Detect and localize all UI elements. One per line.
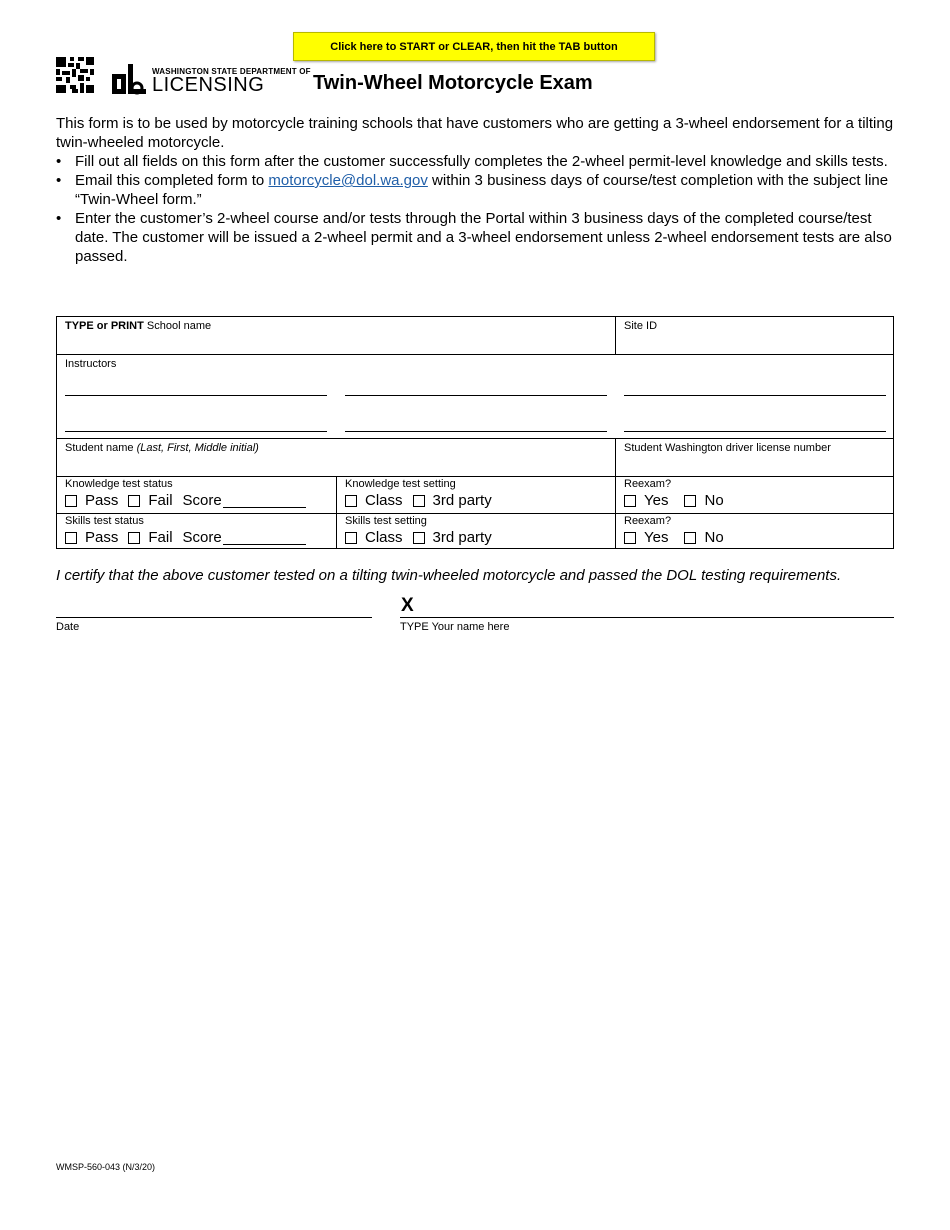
- school-name-label: TYPE or PRINT School name: [65, 320, 212, 332]
- knowledge-reexam-options: [624, 492, 724, 509]
- signature-x-mark: X: [401, 595, 414, 616]
- skills-reexam-options: [624, 529, 724, 546]
- student-name-label: Student name (Last, First, Middle initial): [65, 442, 259, 454]
- form-number: WMSP-560-043 (N/3/20): [56, 1162, 156, 1172]
- school-name-field[interactable]: [58, 333, 613, 353]
- yes-label: Yes: [644, 529, 669, 546]
- start-clear-button[interactable]: Click here to START or CLEAR, then hit the TAB button: [293, 32, 655, 61]
- fail-label: Fail: [148, 529, 173, 546]
- instructors-label: Instructors: [65, 358, 117, 370]
- score-label: Score: [182, 529, 222, 546]
- bullet-text: Email this completed form to: [75, 172, 269, 189]
- instructions-list: [56, 152, 896, 266]
- agency-name: WASHINGTON STATE DEPARTMENT OF: [152, 67, 311, 76]
- exam-form-table: [56, 316, 894, 549]
- skills-fail-checkbox[interactable]: [128, 532, 140, 544]
- student-name-field[interactable]: [58, 455, 613, 475]
- certification-statement: I certify that the above customer tested on a tilting twin-wheeled motorcycle and passed the DOL testing requirements.: [56, 567, 842, 584]
- bullet-text: Fill out all fields on this form after the customer successfully completes the 2-wheel permit-level knowledge and skills tests.: [75, 153, 888, 170]
- skills-status-options: [65, 529, 306, 546]
- list-item: • Email this completed form to motorcycle@dol.wa.gov within 3 business days of course/test completion with the subject line “Twin-Wheel form.”: [56, 172, 889, 208]
- name-label: TYPE Your name here: [400, 621, 510, 633]
- instructor-field-3[interactable]: [624, 395, 886, 396]
- skills-third-party-checkbox[interactable]: [413, 532, 425, 544]
- knowledge-setting-label: Knowledge test setting: [345, 478, 456, 490]
- agency-licensing: LICENSING: [152, 74, 265, 96]
- list-item: • Fill out all fields on this form after the customer successfully completes the 2-wheel permit-level knowledge and skills tests.: [56, 153, 888, 170]
- third-party-label: 3rd party: [432, 529, 492, 546]
- pass-label: Pass: [85, 492, 119, 509]
- yes-label: Yes: [644, 492, 669, 509]
- class-label: Class: [365, 492, 403, 509]
- knowledge-third-party-checkbox[interactable]: [413, 495, 425, 507]
- knowledge-reexam-no-checkbox[interactable]: [684, 495, 696, 507]
- dol-logo-icon: [112, 62, 150, 96]
- site-id-label: Site ID: [624, 320, 658, 332]
- page-title: Twin-Wheel Motorcycle Exam: [313, 72, 593, 94]
- no-label: No: [704, 492, 724, 509]
- skills-class-checkbox[interactable]: [345, 532, 357, 544]
- knowledge-reexam-yes-checkbox[interactable]: [624, 495, 636, 507]
- knowledge-pass-checkbox[interactable]: [65, 495, 77, 507]
- site-id-field[interactable]: [617, 333, 892, 353]
- instructor-field-2[interactable]: [345, 395, 607, 396]
- knowledge-class-checkbox[interactable]: [345, 495, 357, 507]
- score-label: Score: [182, 492, 222, 509]
- bullet-text: within 3 business days of course/test completion with the subject line “Twin-Wheel form.”: [75, 172, 889, 208]
- name-field[interactable]: [400, 617, 894, 618]
- knowledge-status-options: [65, 492, 306, 509]
- skills-setting-options: [345, 529, 492, 546]
- instructor-field-1[interactable]: [65, 395, 327, 396]
- knowledge-fail-checkbox[interactable]: [128, 495, 140, 507]
- email-link[interactable]: motorcycle@dol.wa.gov: [268, 172, 428, 189]
- knowledge-reexam-label: Reexam?: [624, 478, 672, 490]
- instructor-field-4[interactable]: [65, 431, 327, 432]
- instructor-field-5[interactable]: [345, 431, 607, 432]
- bullet-text: Enter the customer’s 2-wheel course and/or tests through the Portal within 3 business days of the completed course/test date. The customer will be issued a 2-wheel permit and a 3-wheel endorsement unless 2-wheel endorsement tests are also passed.: [75, 210, 892, 265]
- list-item: • Enter the customer’s 2-wheel course and/or tests through the Portal within 3 business days of the completed course/test date. The customer will be issued a 2-wheel permit and a 3-wheel endorsement unless 2-wheel endorsement tests are also passed.: [56, 210, 892, 265]
- intro-paragraph: This form is to be used by motorcycle training schools that have customers who are getting a 3-wheel endorsement for a tilting twin-wheeled motorcycle.: [56, 115, 894, 151]
- skills-setting-label: Skills test setting: [345, 515, 427, 527]
- class-label: Class: [365, 529, 403, 546]
- no-label: No: [704, 529, 724, 546]
- skills-score-field[interactable]: [223, 530, 306, 545]
- skills-reexam-no-checkbox[interactable]: [684, 532, 696, 544]
- skills-reexam-yes-checkbox[interactable]: [624, 532, 636, 544]
- skills-status-label: Skills test status: [65, 515, 144, 527]
- knowledge-status-label: Knowledge test status: [65, 478, 173, 490]
- skills-reexam-label: Reexam?: [624, 515, 672, 527]
- pass-label: Pass: [85, 529, 119, 546]
- knowledge-score-field[interactable]: [223, 493, 306, 508]
- skills-pass-checkbox[interactable]: [65, 532, 77, 544]
- third-party-label: 3rd party: [432, 492, 492, 509]
- knowledge-setting-options: [345, 492, 492, 509]
- license-number-label: Student Washington driver license number: [624, 442, 831, 454]
- fail-label: Fail: [148, 492, 173, 509]
- date-label: Date: [56, 621, 80, 633]
- instructor-field-6[interactable]: [624, 431, 886, 432]
- license-number-field[interactable]: [617, 455, 892, 475]
- qr-code-icon: [56, 57, 94, 93]
- date-field[interactable]: [56, 617, 372, 618]
